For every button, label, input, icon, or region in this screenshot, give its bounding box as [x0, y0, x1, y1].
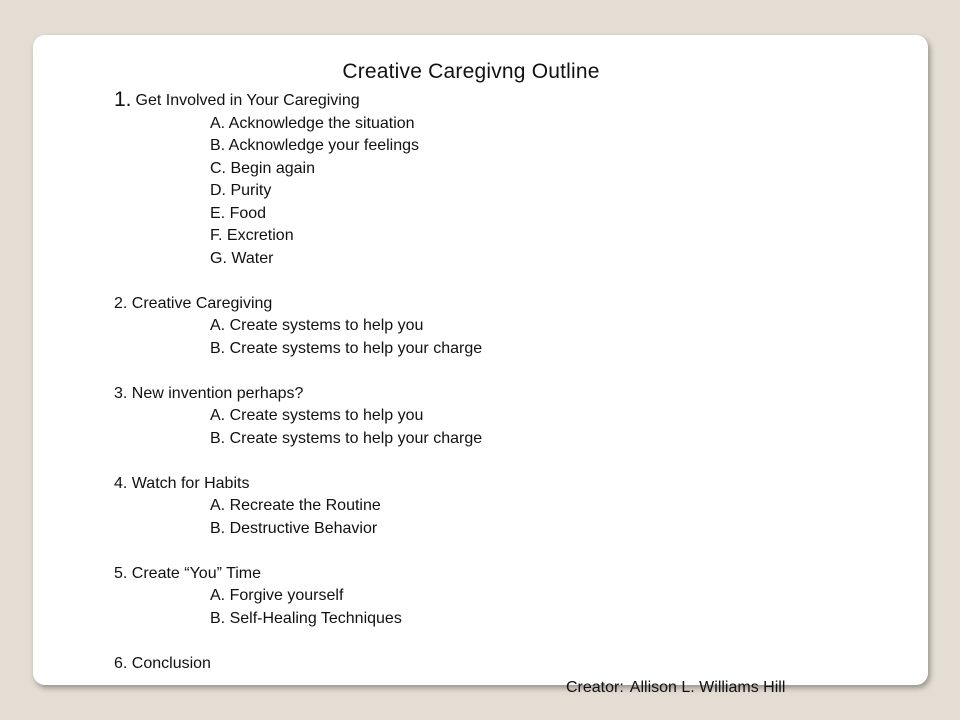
outline-section-1: [114, 89, 814, 270]
outline-section-4: [114, 473, 814, 541]
outline-section-3: [114, 383, 814, 451]
spacer: [114, 630, 814, 653]
sub-item: B. Self-Healing Techniques: [210, 609, 402, 627]
sub-item: A. Recreate the Routine: [210, 497, 381, 514]
outline-section-5: [114, 563, 814, 631]
sub-item: C. Begin again: [210, 159, 315, 177]
sub-item: B. Acknowledge your feelings: [210, 137, 420, 154]
sub-item-list: [114, 405, 814, 450]
section-number: 1.: [114, 88, 132, 111]
sub-item: A. Create systems to help you: [210, 317, 424, 334]
section-heading: 4. Watch for Habits: [114, 474, 250, 492]
sub-item: G. Water: [210, 249, 274, 267]
sub-item: A. Create systems to help you: [210, 407, 424, 424]
sub-item: F. Excretion: [210, 227, 294, 244]
section-heading: 5. Create “You” Time: [114, 564, 262, 582]
spacer: [114, 450, 814, 473]
creator-credit: [566, 677, 785, 699]
spacer: [114, 360, 814, 383]
creator-label: Creator:: [566, 679, 624, 696]
spacer: [114, 540, 814, 563]
sub-item: D. Purity: [210, 182, 272, 199]
sub-item-list: [114, 113, 814, 271]
sub-item: A. Forgive yourself: [210, 587, 344, 604]
outline-section-2: [114, 293, 814, 361]
spacer: [114, 270, 814, 293]
sub-item: A. Acknowledge the situation: [210, 114, 415, 132]
sub-item-list: [114, 495, 814, 540]
section-heading: 6. Conclusion: [114, 654, 211, 672]
section-heading: 2. Creative Caregiving: [114, 294, 273, 312]
slide-title: Creative Caregivng Outline: [342, 60, 600, 83]
section-title: Get Involved in Your Caregiving: [135, 92, 360, 109]
sub-item-list: [114, 585, 814, 630]
sub-item: E. Food: [210, 204, 267, 222]
outline: [114, 89, 814, 675]
sub-item: B. Destructive Behavior: [210, 519, 378, 537]
sub-item-list: [114, 315, 814, 360]
sub-item: B. Create systems to help your charge: [210, 339, 483, 357]
sub-item: B. Create systems to help your charge: [210, 429, 483, 447]
outline-section-6: [114, 653, 814, 676]
section-heading: 3. New invention perhaps?: [114, 384, 304, 402]
section-heading: [114, 89, 814, 113]
creator-name: Allison L. Williams Hill: [629, 679, 786, 696]
